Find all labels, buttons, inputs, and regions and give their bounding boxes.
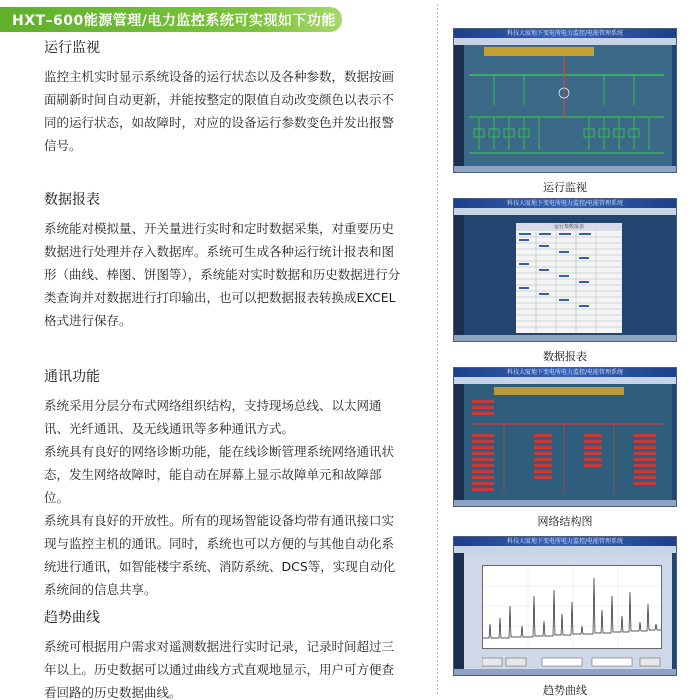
side-panel: [454, 553, 464, 669]
banner-title: HXT–600能源管理/电力监控系统可实现如下功能: [12, 13, 336, 29]
window-title: 科技大厦地下变电所电力监控/电能管理系统: [454, 29, 676, 38]
thumbnail-caption: 趋势曲线: [543, 684, 587, 697]
section-paragraph: 系统可根据用户需求对遥测数据进行实时记录，记录时间超过三年以上。历史数据可以通过曲线方式直观地显示，用户可方便查看回路的历史数据曲线。: [44, 639, 395, 700]
trend-plot: [482, 565, 662, 649]
thumbnail-data-report: [453, 198, 677, 364]
report-table: [516, 223, 622, 333]
report-table-title: 运行参数报表: [516, 223, 622, 231]
side-panel: [454, 384, 464, 500]
menu-bar: [454, 546, 676, 553]
section-paragraph: 监控主机实时显示系统设备的运行状态以及各种参数，数据按画面刷新时间自动更新，并能按整定的限值自动改变颜色以表示不同的运行状态，如故障时，对应的设备运行参数变色并发出报警信号。: [44, 69, 395, 153]
title-banner: [0, 7, 342, 32]
window-title: 科技大厦地下变电所电力监控/电能管理系统: [454, 368, 676, 377]
network-diagram: [464, 384, 674, 502]
thumbnail-caption: 运行监视: [543, 181, 587, 194]
section-paragraph: 系统具有良好的网络诊断功能，能在线诊断管理系统网络通讯状态，发生网络故障时，能自动在屏幕上显示故障单元和故障部位。: [44, 444, 395, 505]
menu-bar: [454, 377, 676, 384]
thumbnail-caption: 数据报表: [543, 350, 587, 363]
side-panel: [454, 215, 464, 335]
single-line-diagram: [464, 45, 674, 168]
monitor-canvas: [464, 45, 672, 166]
thumbnail-network: [453, 367, 677, 529]
section-trend-curve: [44, 609, 404, 700]
section-data-report: [44, 191, 404, 332]
window-title: 科技大厦地下变电所电力监控/电能管理系统: [454, 199, 676, 208]
section-heading: 趋势曲线: [44, 610, 100, 626]
section-paragraph: 系统能对模拟量、开关量进行实时和定时数据采集，对重要历史数据进行处理并存入数据库。系统可生成各种运行统计报表和图形（曲线、棒图、饼图等），系统能对实时数据和历史数据进行分类查询并对数据进行打印输出，也可以把数据报表转换成EXCEL格式进行保存。: [44, 221, 401, 328]
trend-controls: [482, 653, 662, 665]
trend-line: [483, 566, 661, 648]
report-table-grid: [516, 231, 622, 333]
status-bar: [454, 166, 676, 172]
thumbnail-caption: 网络结构图: [537, 515, 593, 528]
section-heading: 数据报表: [44, 192, 100, 208]
menu-bar: [454, 208, 676, 215]
section-paragraph: 系统采用分层分布式网络组织结构，支持现场总线、以太网通讯、光纤通讯、及无线通讯等多种通讯方式。: [44, 398, 382, 436]
section-paragraph: 系统具有良好的开放性。所有的现场智能设备均带有通讯接口实现与监控主机的通讯。同时，系统也可以方便的与其他自动化系统进行通讯，如智能楼宇系统、消防系统、DCS等，实现自动化系统间的信息共享。: [44, 513, 396, 597]
trend-buttons: [482, 656, 662, 668]
thumbnail-trend: [453, 536, 677, 698]
menu-bar: [454, 38, 676, 45]
column-divider: [437, 4, 438, 696]
window-title: 科技大厦地下变电所电力监控/电能管理系统: [454, 537, 676, 546]
section-communication: [44, 368, 404, 601]
section-heading: 通讯功能: [44, 369, 100, 385]
screenshot-run-monitor: [453, 28, 677, 173]
status-bar: [454, 669, 676, 675]
section-heading: 运行监视: [44, 40, 100, 56]
screenshot-data-report: [453, 198, 677, 342]
network-canvas: [464, 384, 672, 500]
status-bar: [454, 500, 676, 506]
thumbnail-run-monitor: [453, 28, 677, 195]
side-panel: [454, 45, 464, 166]
section-run-monitor: [44, 39, 404, 157]
screenshot-network: [453, 367, 677, 507]
screenshot-trend: [453, 536, 677, 676]
status-bar: [454, 335, 676, 341]
